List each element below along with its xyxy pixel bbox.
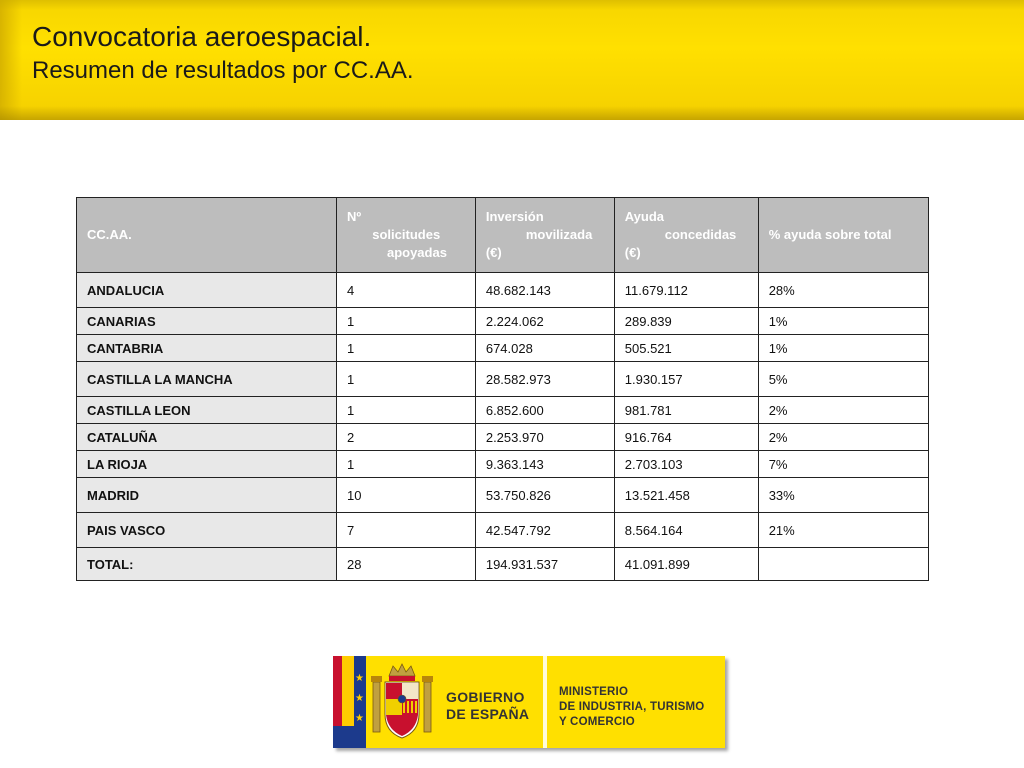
table-row-total bbox=[77, 548, 929, 581]
cell-region: PAIS VASCO bbox=[77, 513, 337, 548]
coat-of-arms-icon bbox=[371, 662, 433, 742]
ministerio-text bbox=[559, 685, 704, 730]
cell-inversion: 9.363.143 bbox=[475, 451, 614, 478]
table-row bbox=[77, 362, 929, 397]
cell-solicitudes: 1 bbox=[336, 451, 475, 478]
table-row bbox=[77, 335, 929, 362]
cell-region: MADRID bbox=[77, 478, 337, 513]
header-solicitudes bbox=[336, 198, 475, 273]
table-row bbox=[77, 478, 929, 513]
gobierno-logo bbox=[333, 656, 725, 748]
cell-ayuda: 41.091.899 bbox=[614, 548, 758, 581]
gobierno-text bbox=[446, 689, 529, 723]
header-pct: % ayuda sobre total bbox=[758, 198, 928, 273]
cell-pct: 1% bbox=[758, 335, 928, 362]
header-ayuda-line2: concedidas bbox=[664, 227, 737, 242]
cell-ayuda: 505.521 bbox=[614, 335, 758, 362]
ministerio-line1: MINISTERIO bbox=[559, 686, 629, 698]
cell-inversion: 42.547.792 bbox=[475, 513, 614, 548]
results-table bbox=[76, 197, 929, 581]
cell-pct: 1% bbox=[758, 308, 928, 335]
header-inversion-line1: Inversión bbox=[485, 209, 544, 224]
header-banner bbox=[0, 0, 1024, 120]
star-icon: ★ bbox=[355, 673, 364, 684]
star-icon: ★ bbox=[355, 693, 364, 704]
cell-solicitudes: 10 bbox=[336, 478, 475, 513]
cell-ayuda: 1.930.157 bbox=[614, 362, 758, 397]
cell-region: CASTILLA LEON bbox=[77, 397, 337, 424]
cell-pct bbox=[758, 548, 928, 581]
cell-ayuda: 289.839 bbox=[614, 308, 758, 335]
cell-pct: 7% bbox=[758, 451, 928, 478]
cell-ayuda: 916.764 bbox=[614, 424, 758, 451]
cell-pct: 21% bbox=[758, 513, 928, 548]
cell-inversion: 28.582.973 bbox=[475, 362, 614, 397]
table-row bbox=[77, 513, 929, 548]
cell-ayuda: 981.781 bbox=[614, 397, 758, 424]
header-inversion-line2: movilizada bbox=[525, 227, 593, 242]
cell-solicitudes: 2 bbox=[336, 424, 475, 451]
logo-divider bbox=[543, 656, 547, 748]
cell-ayuda: 2.703.103 bbox=[614, 451, 758, 478]
cell-solicitudes: 1 bbox=[336, 308, 475, 335]
star-icon: ★ bbox=[355, 713, 364, 724]
cell-pct: 33% bbox=[758, 478, 928, 513]
cell-solicitudes: 1 bbox=[336, 397, 475, 424]
eu-stars bbox=[354, 656, 366, 748]
banner-shade bbox=[0, 0, 1024, 10]
header-ayuda bbox=[614, 198, 758, 273]
header-inversion bbox=[475, 198, 614, 273]
cell-region: CATALUÑA bbox=[77, 424, 337, 451]
cell-solicitudes: 7 bbox=[336, 513, 475, 548]
cell-inversion: 194.931.537 bbox=[475, 548, 614, 581]
cell-region: CANTABRIA bbox=[77, 335, 337, 362]
cell-ayuda: 13.521.458 bbox=[614, 478, 758, 513]
cell-solicitudes: 28 bbox=[336, 548, 475, 581]
ministerio-line3: Y COMERCIO bbox=[559, 716, 635, 728]
cell-pct: 2% bbox=[758, 397, 928, 424]
table-row bbox=[77, 424, 929, 451]
table-row bbox=[77, 308, 929, 335]
table-row bbox=[77, 273, 929, 308]
cell-solicitudes: 1 bbox=[336, 362, 475, 397]
flag-stripe-blue bbox=[333, 726, 354, 748]
ministerio-line2: DE INDUSTRIA, TURISMO bbox=[559, 701, 705, 713]
cell-ayuda: 8.564.164 bbox=[614, 513, 758, 548]
cell-pct: 2% bbox=[758, 424, 928, 451]
header-inversion-line3: (€) bbox=[485, 245, 502, 260]
cell-region: CANARIAS bbox=[77, 308, 337, 335]
header-ayuda-line1: Ayuda bbox=[624, 209, 665, 224]
table-header-row bbox=[77, 198, 929, 273]
cell-inversion: 674.028 bbox=[475, 335, 614, 362]
cell-inversion: 48.682.143 bbox=[475, 273, 614, 308]
cell-region: ANDALUCIA bbox=[77, 273, 337, 308]
header-solicitudes-line2: apoyadas bbox=[386, 245, 447, 260]
page-title: Convocatoria aeroespacial. bbox=[32, 21, 372, 52]
table-row bbox=[77, 451, 929, 478]
header-ccaa: CC.AA. bbox=[77, 198, 337, 273]
table-row bbox=[77, 397, 929, 424]
cell-ayuda: 11.679.112 bbox=[614, 273, 758, 308]
cell-region: CASTILLA LA MANCHA bbox=[77, 362, 337, 397]
cell-solicitudes: 4 bbox=[336, 273, 475, 308]
gobierno-line2: DE ESPAÑA bbox=[446, 706, 530, 722]
gobierno-line1: GOBIERNO bbox=[446, 689, 525, 705]
header-ayuda-line3: (€) bbox=[624, 245, 641, 260]
cell-region: TOTAL: bbox=[77, 548, 337, 581]
cell-inversion: 6.852.600 bbox=[475, 397, 614, 424]
cell-pct: 28% bbox=[758, 273, 928, 308]
cell-inversion: 53.750.826 bbox=[475, 478, 614, 513]
cell-pct: 5% bbox=[758, 362, 928, 397]
page-subtitle: Resumen de resultados por CC.AA. bbox=[32, 57, 414, 84]
header-solicitudes-word: solicitudes bbox=[372, 227, 441, 242]
header-solicitudes-n: Nº bbox=[346, 209, 362, 224]
cell-region: LA RIOJA bbox=[77, 451, 337, 478]
cell-inversion: 2.224.062 bbox=[475, 308, 614, 335]
cell-inversion: 2.253.970 bbox=[475, 424, 614, 451]
cell-solicitudes: 1 bbox=[336, 335, 475, 362]
